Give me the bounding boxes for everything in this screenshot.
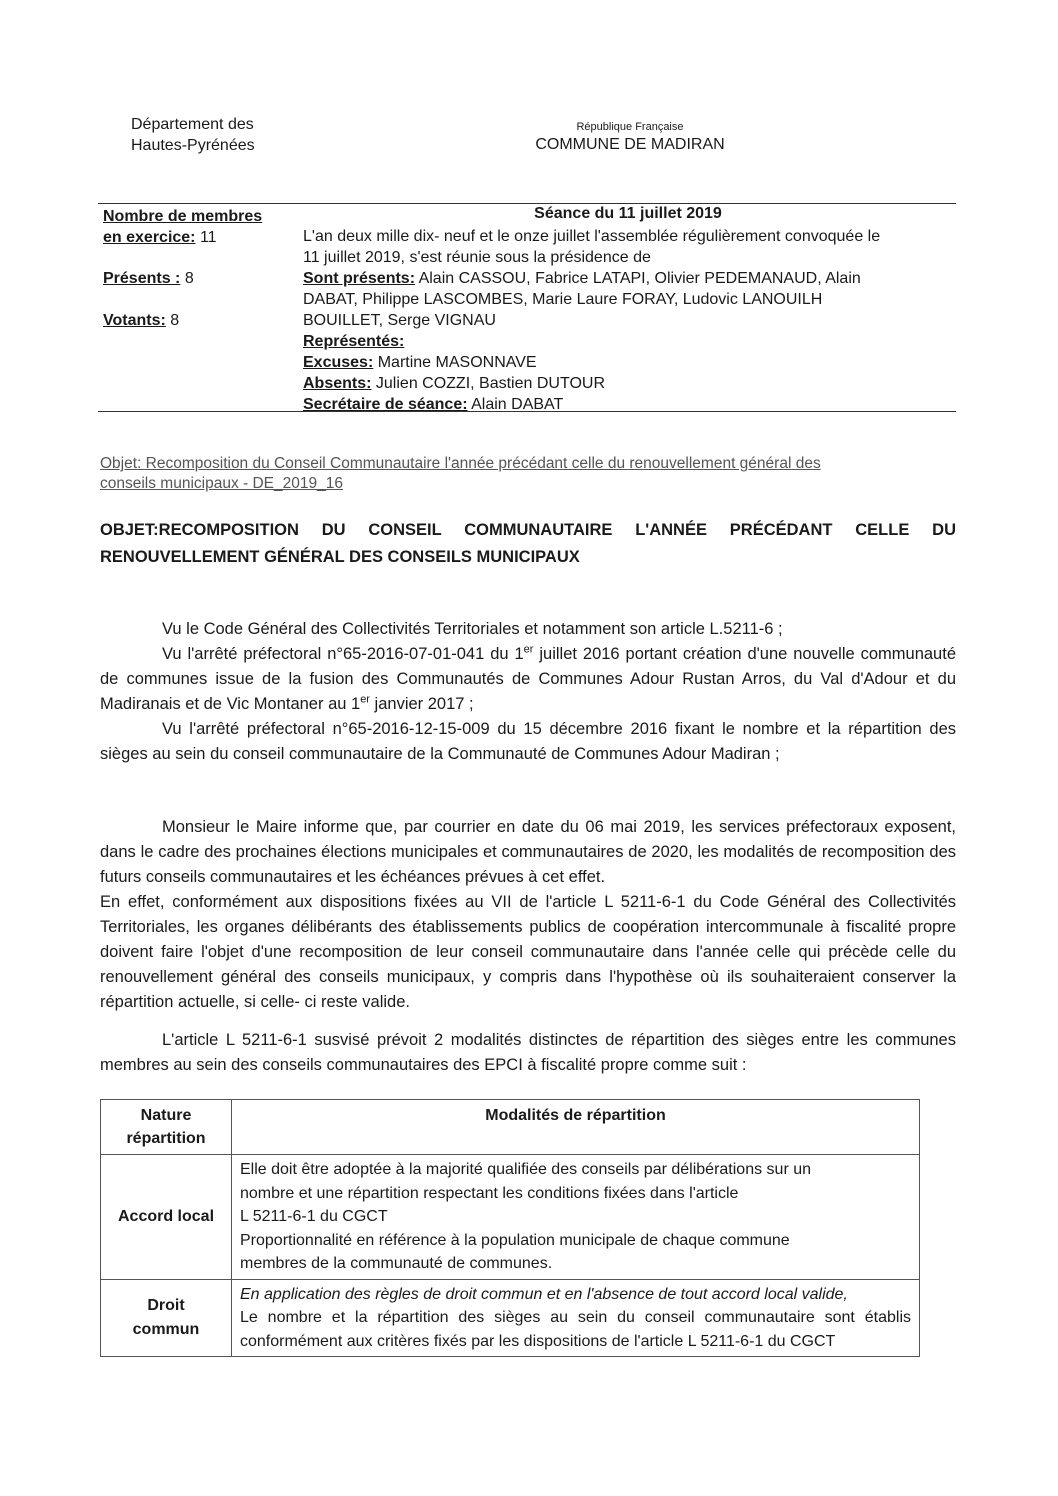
row-accord-local-content: [232, 1155, 920, 1280]
present-line-3: BOUILLET, Serge VIGNAU: [303, 312, 496, 329]
table-header-row: [101, 1100, 920, 1155]
presents-value: 8: [184, 270, 194, 287]
row1-line-1: Elle doit être adoptée à la majorité qualifiée des conseils par délibérations sur un: [240, 1161, 812, 1178]
meeting-bottom-rule: [98, 411, 956, 412]
members-count-block: [103, 206, 298, 248]
header-nature: [101, 1100, 232, 1155]
absent-label: Absents:: [303, 375, 372, 392]
commune-name: COMMUNE DE MADIRAN: [535, 136, 725, 153]
table-row: [101, 1155, 920, 1280]
legal-basis-section: [100, 617, 956, 767]
repartition-table: [100, 1099, 920, 1357]
article-section: [100, 1028, 956, 1078]
row2-text: Le nombre et la répartition des sièges au sein du conseil communautaire sont établis conformément aux critères fixés par les dispositions de l'article L 5211-6-1 du CGCT: [240, 1309, 911, 1350]
vu2-text-b: juillet 2016 portant création d'une nouvelle communauté de communes issue de la fusion des Communautés de Communes Adour Rustan Arros, du Val d'Adour et du Madiranais et de Vic Montaner au 1: [100, 645, 956, 713]
present-line-2: DABAT, Philippe LASCOMBES, Marie Laure FORAY, Ludovic LANOUILH: [303, 291, 823, 308]
present-label: Sont présents:: [303, 270, 416, 287]
vu2-text-c: janvier 2017 ;: [369, 695, 474, 713]
department-line-1: Département des: [131, 116, 254, 133]
present-line-1: Alain CASSOU, Fabrice LATAPI, Olivier PEDEMANAUD, Alain: [418, 270, 861, 287]
row1-line-4: Proportionnalité en référence à la population municipale de chaque commune: [240, 1231, 790, 1249]
represented-label: Représentés:: [303, 333, 405, 350]
row2-italic-text: En application des règles de droit commun et en l'absence de tout accord local valide,: [240, 1285, 848, 1303]
votants-label: Votants:: [103, 312, 166, 329]
objet-title: [100, 517, 956, 571]
table-row: [101, 1279, 920, 1357]
republic-header: [520, 120, 740, 156]
objet-summary: [100, 454, 930, 494]
meeting-top-rule: [98, 203, 956, 204]
secretary-name: Alain DABAT: [471, 396, 564, 413]
header-nature-line-1: Nature: [140, 1107, 192, 1124]
department-header: [131, 114, 255, 156]
article-paragraph: L'article L 5211-6-1 susvisé prévoit 2 modalités distinctes de répartition des sièges entre les communes membres au sein des conseils communautaires des EPCI à fiscalité propre comme suit :: [100, 1031, 956, 1074]
row1-line-3: L 5211-6-1 du CGCT: [240, 1208, 388, 1225]
votants-value: 8: [170, 312, 180, 329]
members-value: 11: [199, 229, 217, 246]
row1-line-2: nombre et une répartition respectant les conditions fixées dans l'article: [240, 1184, 739, 1202]
row1-line-5: membres de la communauté de communes.: [240, 1255, 553, 1272]
vu-paragraph-3: Vu l'arrêté préfectoral n°65-2016-12-15-009 du 15 décembre 2016 fixant le nombre et la répartition des sièges au sein du conseil communautaire de la Communauté de Communes Adour Madiran ;: [100, 720, 956, 763]
row2-nature-line-1: Droit: [147, 1296, 185, 1314]
vu2-sup-2: er: [360, 693, 370, 706]
absent-names: Julien COZZI, Bastien DUTOUR: [375, 375, 605, 392]
vu2-text-a: Vu l'arrêté préfectoral n°65-2016-07-01-041 du 1: [162, 645, 524, 663]
objet-summary-line-1: Objet: Recomposition du Conseil Communautaire l'année précédant celle du renouvellement général des: [100, 455, 821, 472]
maire-paragraph: Monsieur le Maire informe que, par courrier en date du 06 mai 2019, les services préfectoraux exposent, dans le cadre des prochaines élections municipales et communautaires de 2020, les modalités de recomposition des futurs conseils communautaires et les échéances prévues à cet effet.: [100, 818, 956, 886]
maire-section: [100, 815, 956, 1015]
intro-line-1: L'an deux mille dix- neuf et le onze juillet l'assemblée régulièrement convoquée le: [303, 228, 881, 245]
members-label-line1: Nombre de membres: [103, 208, 263, 225]
members-label-line2: en exercice:: [103, 229, 196, 246]
excused-label: Excuses:: [303, 354, 374, 371]
objet-summary-line-2: conseils municipaux - DE_2019_16: [100, 475, 343, 492]
meeting-details: [303, 226, 953, 415]
objet-title-line-1: OBJET:RECOMPOSITION DU CONSEIL COMMUNAUTAIRE L'ANNÉE PRÉCÉDANT CELLE DU: [100, 521, 956, 539]
republic-label: République Française: [576, 121, 684, 133]
presents-label: Présents :: [103, 270, 181, 287]
department-line-2: Hautes-Pyrénées: [131, 137, 255, 154]
vu2-sup-1: er: [523, 643, 534, 656]
vu-paragraph-2: [100, 642, 956, 717]
effet-paragraph: En effet, conformément aux dispositions fixées au VII de l'article L 5211-6-1 du Code Général des Collectivités Territoriales, les organes délibérants des établissements publics de coopération intercommunale à fiscalité propre doivent faire l'objet d'une recomposition de leur conseil communautaire dans l'année celle qui précède celle du renouvellement général des conseils municipaux, y compris dans l'hypothèse où ils souhaiteraient conserver la répartition actuelle, si celle- ci reste valide.: [100, 893, 956, 1011]
objet-title-line-2: RENOUVELLEMENT GÉNÉRAL DES CONSEILS MUNICIPAUX: [100, 548, 580, 566]
presents-count: [103, 268, 298, 289]
row-droit-commun-nature: [101, 1279, 232, 1357]
vu-paragraph-1: Vu le Code Général des Collectivités Territoriales et notamment son article L.5211-6 ;: [162, 620, 783, 638]
row-accord-local-nature: Accord local: [101, 1155, 232, 1280]
excused-names: Martine MASONNAVE: [377, 354, 537, 371]
row-droit-commun-content: [232, 1279, 920, 1357]
intro-line-2: 11 juillet 2019, s'est réunie sous la présidence de: [303, 249, 651, 266]
secretary-label: Secrétaire de séance:: [303, 396, 468, 413]
seance-title: Séance du 11 juillet 2019: [534, 205, 722, 222]
header-nature-line-2: répartition: [126, 1130, 206, 1147]
row2-nature-line-2: commun: [132, 1320, 200, 1338]
header-modalites: Modalités de répartition: [232, 1100, 920, 1155]
votants-count: [103, 310, 298, 331]
